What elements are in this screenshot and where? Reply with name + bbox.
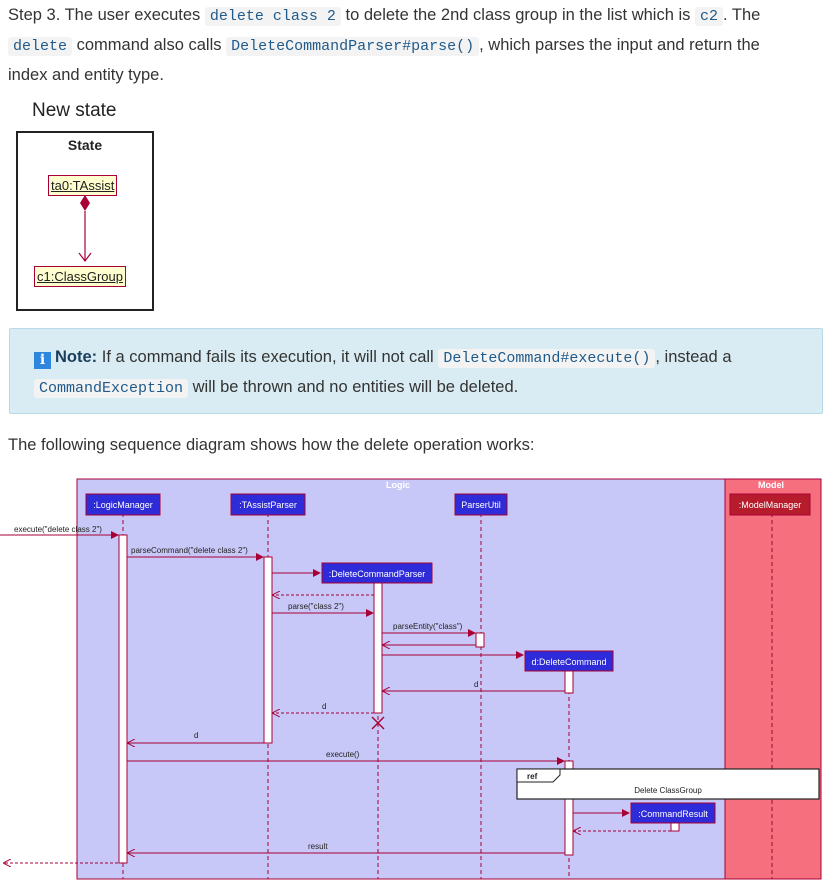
note-text1: If a command fails its execution, it will not call (97, 348, 439, 366)
msg-execute: execute() (326, 750, 360, 759)
step-text-line3: index and entity type. (8, 66, 164, 84)
step-text-prefix: Step 3. The user executes (8, 6, 205, 24)
note-text3: will be thrown and no entities will be deleted. (188, 378, 519, 396)
ref-frame (517, 769, 819, 799)
step-paragraph (8, 1, 808, 89)
msg-return-d-small: d (474, 680, 479, 689)
participant-delete-command (525, 651, 613, 671)
logic-boundary (77, 479, 725, 879)
model-boundary (725, 479, 821, 879)
step-text-mid3: command also calls (72, 36, 227, 54)
msg-parse-entity: parseEntity("class") (393, 622, 463, 631)
msg-return-d-left: d (194, 731, 199, 740)
participant-model-manager (730, 494, 810, 515)
participant-command-result (631, 803, 715, 823)
state-diagram-title: New state (32, 100, 117, 121)
info-icon: i (34, 352, 51, 369)
svg-text::ModelManager: :ModelManager (738, 500, 802, 510)
svg-text:d:DeleteCommand: d:DeleteCommand (531, 657, 607, 667)
note-label: Note: (55, 348, 98, 366)
svg-text:Delete ClassGroup: Delete ClassGroup (634, 786, 702, 795)
svg-text::LogicManager: :LogicManager (93, 500, 153, 510)
sequence-diagram (0, 473, 832, 881)
state-frame-label: State (67, 137, 103, 153)
svg-text:ParserUtil: ParserUtil (461, 500, 501, 510)
svg-text::TAssistParser: :TAssistParser (239, 500, 297, 510)
msg-parse: parse("class 2") (288, 602, 344, 611)
classgroup-object: c1:ClassGroup (34, 266, 126, 287)
step-text-mid4: , which parses the input and return the (479, 36, 760, 54)
svg-text:ref: ref (527, 772, 538, 781)
step-text-mid1: to delete the 2nd class group in the list which is (340, 6, 695, 24)
c2-code: c2 (695, 7, 723, 26)
svg-text::DeleteCommandParser: :DeleteCommandParser (328, 569, 426, 579)
participant-delete-command-parser (322, 563, 432, 583)
sequence-intro: The following sequence diagram shows how the delete operation works: (8, 436, 535, 454)
note-text2: , instead a (655, 348, 732, 366)
participant-tassist-parser (231, 494, 305, 515)
delete-class-code: delete class 2 (205, 7, 341, 26)
msg-return-d-mid: d (322, 702, 327, 711)
participant-logic-manager (86, 494, 160, 515)
model-label: Model (758, 480, 784, 490)
state-frame (16, 131, 154, 311)
note-text (34, 343, 804, 403)
execute-code: DeleteCommand#execute() (438, 349, 655, 368)
parser-code: DeleteCommandParser#parse() (226, 37, 479, 56)
note-box (9, 328, 823, 414)
msg-execute-in: execute("delete class 2") (14, 525, 102, 534)
delete-code: delete (8, 37, 72, 56)
msg-result: result (308, 842, 328, 851)
command-exception-code: CommandException (34, 379, 188, 398)
tassist-object: ta0:TAssist (48, 175, 117, 196)
logic-label: Logic (386, 480, 410, 490)
participant-parser-util (455, 494, 507, 515)
msg-parse-command: parseCommand("delete class 2") (131, 546, 248, 555)
step-text-mid2: . The (723, 6, 761, 24)
svg-text::CommandResult: :CommandResult (638, 809, 708, 819)
